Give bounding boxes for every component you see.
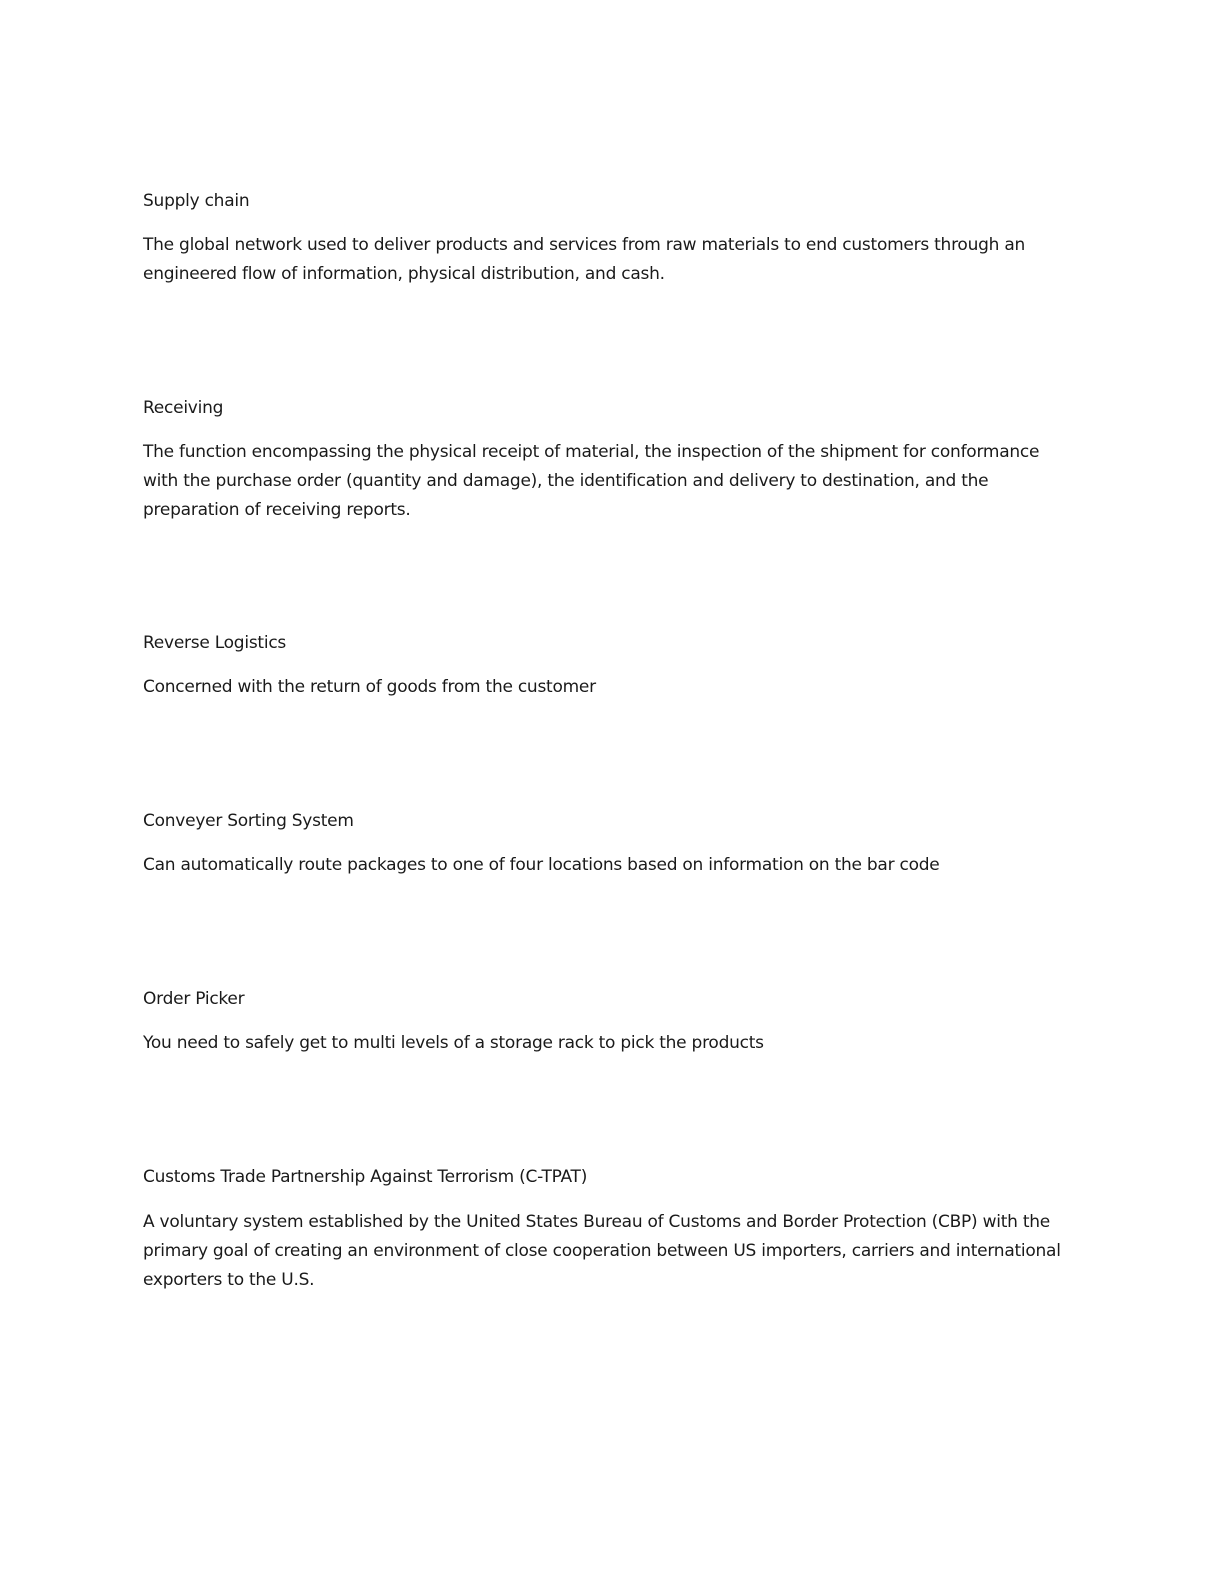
- term-heading: Supply chain: [143, 191, 250, 211]
- term-heading: Customs Trade Partnership Against Terrorism (C-TPAT): [143, 1167, 588, 1187]
- term-definition: The global network used to deliver products and services from raw materials to end customers through an engineered flow of information, physical distribution, and cash.: [143, 235, 1026, 284]
- term-definition: A voluntary system established by the United States Bureau of Customs and Border Protection (CBP) with the primary goal of creating an environment of close cooperation between US importers, carriers and international exporters to the U.S.: [143, 1212, 1061, 1290]
- term-definition: Concerned with the return of goods from the customer: [143, 677, 596, 697]
- term-heading: Order Picker: [143, 989, 245, 1009]
- term-definition: You need to safely get to multi levels of a storage rack to pick the products: [143, 1033, 764, 1053]
- term-heading: Conveyer Sorting System: [143, 811, 354, 831]
- term-definition: Can automatically route packages to one of four locations based on information on the bar code: [143, 855, 940, 875]
- term-heading: Reverse Logistics: [143, 633, 287, 653]
- term-definition: The function encompassing the physical receipt of material, the inspection of the shipment for conformance with the purchase order (quantity and damage), the identification and delivery to destination, and the preparation of receiving reports.: [143, 442, 1040, 520]
- term-heading: Receiving: [143, 398, 224, 418]
